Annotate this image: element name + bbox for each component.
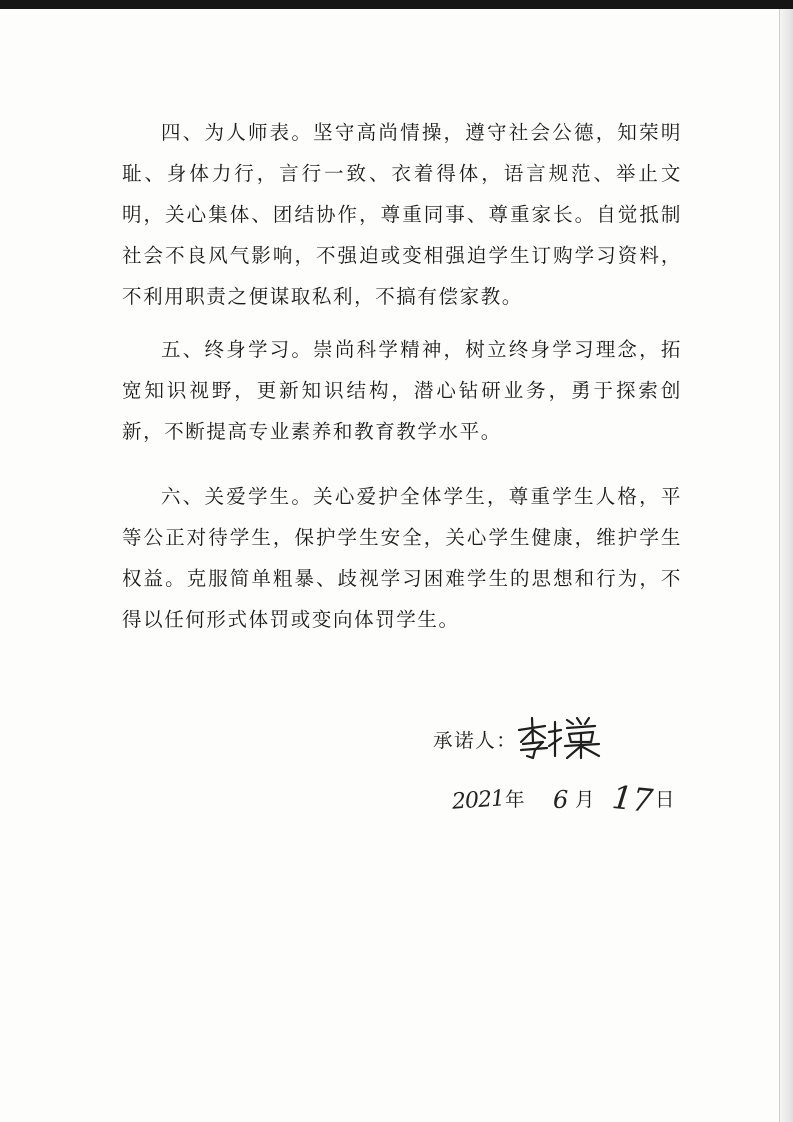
year-unit: 年 xyxy=(505,788,525,811)
signature-label: 承诺人： xyxy=(433,729,518,752)
paragraph-section-6: 六、关爱学生。关心爱护全体学生，尊重学生人格，平等公正对待学生，保护学生安全，关心学生健康，维护学生权益。克服简单粗暴、歧视学习困难学生的思想和行为，不得以任何形式体罚或变向体罚学生。 xyxy=(122,485,682,631)
scan-top-border xyxy=(0,0,793,9)
handwritten-day: 17 xyxy=(610,777,655,821)
paragraph-section-4: 四、为人师表。坚守高尚情操，遵守社会公德，知荣明耻、身体力行，言行一致、衣着得体，语言规范、举止文明，关心集体、团结协作，尊重同事、尊重家长。自觉抵制社会不良风气影响，不强迫或变相强迫学生订购学习资料，不利用职责之便谋取私利，不搞有偿家教。 xyxy=(122,121,682,308)
scan-right-edge xyxy=(779,9,793,1122)
month-unit: 月 xyxy=(575,788,595,811)
handwritten-month: 6 xyxy=(553,786,569,814)
paragraph-section-5: 五、终身学习。崇尚科学精神，树立终身学习理念，拓宽知识视野，更新知识结构，潜心钻研业务，勇于探索创新，不断提高专业素养和教育教学水平。 xyxy=(122,338,682,443)
date-line xyxy=(0,776,793,836)
handwritten-year: 2021 xyxy=(451,786,505,815)
day-unit: 日 xyxy=(655,788,675,811)
handwritten-signature xyxy=(515,712,605,762)
